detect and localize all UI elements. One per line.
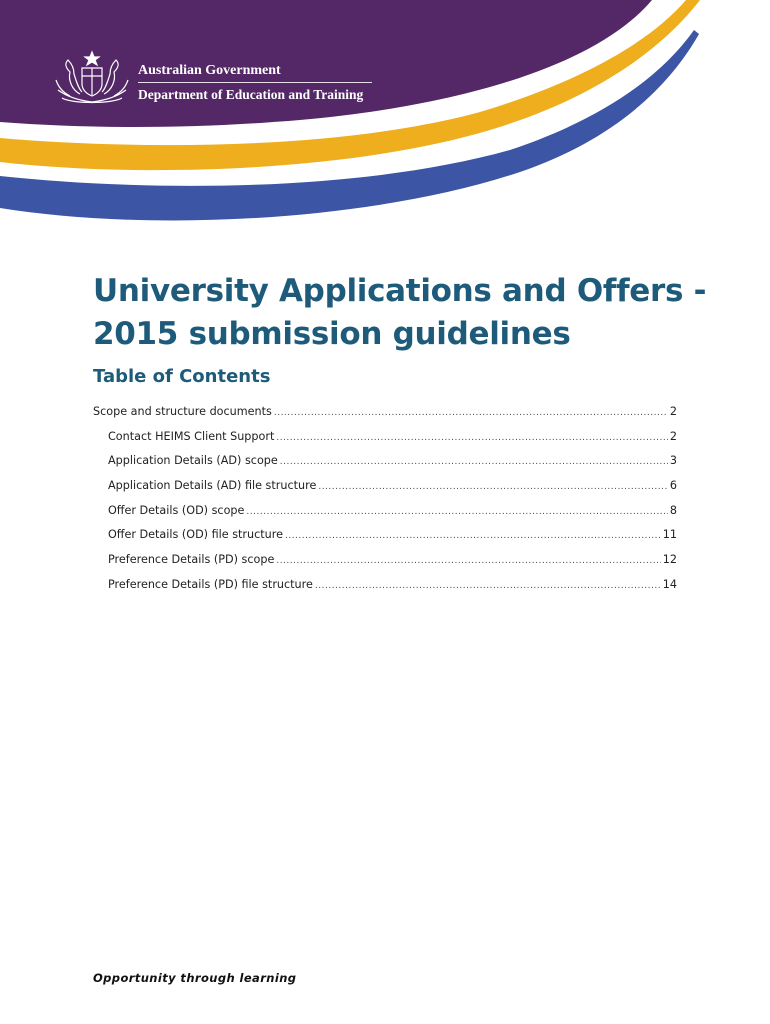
department-name: Department of Education and Training [138, 87, 364, 102]
toc-entry-text: Application Details (AD) file structure [108, 479, 317, 493]
toc-entry[interactable] [93, 526, 677, 551]
toc-entry-page: 3 [669, 454, 677, 468]
toc-leader-dots [276, 429, 668, 447]
toc-leader-dots [280, 453, 668, 471]
toc-entry[interactable] [93, 428, 677, 453]
toc-entry[interactable] [93, 551, 677, 576]
toc-leader-dots [315, 577, 661, 595]
toc-leader-dots [318, 478, 668, 496]
toc-entry-page: 11 [662, 528, 677, 542]
table-of-contents [93, 403, 677, 601]
toc-entry[interactable] [93, 576, 677, 601]
toc-entry-text: Scope and structure documents [93, 405, 272, 418]
toc-entry-text: Offer Details (OD) file structure [108, 528, 283, 542]
toc-entry-text: Contact HEIMS Client Support [108, 429, 275, 443]
coat-of-arms-logo [52, 50, 132, 106]
header-divider [138, 82, 372, 83]
toc-heading: Table of Contents [93, 366, 271, 387]
toc-entry[interactable] [93, 452, 677, 477]
toc-entry[interactable] [93, 477, 677, 502]
toc-entry-text: Offer Details (OD) scope [108, 503, 245, 517]
toc-entry-page: 14 [662, 577, 677, 591]
toc-entry[interactable] [93, 403, 677, 428]
toc-entry-page: 12 [662, 553, 677, 567]
toc-entry-text: Preference Details (PD) scope [108, 553, 275, 567]
toc-entry-text: Preference Details (PD) file structure [108, 577, 313, 591]
toc-entry-page: 8 [669, 503, 677, 517]
government-name: Australian Government [138, 63, 281, 78]
footer-tagline: Opportunity through learning [93, 971, 297, 985]
toc-leader-dots [276, 552, 660, 570]
toc-entry-page: 6 [669, 479, 677, 493]
toc-entry-text: Application Details (AD) scope [108, 454, 278, 468]
toc-leader-dots [246, 503, 667, 521]
toc-entry[interactable] [93, 502, 677, 527]
document-title: University Applications and Offers - 2015 submission guidelines [93, 273, 707, 352]
toc-entry-page: 2 [669, 429, 677, 443]
header-banner [0, 0, 770, 240]
toc-entry-page: 2 [669, 405, 677, 418]
toc-leader-dots [274, 404, 668, 422]
toc-leader-dots [285, 527, 661, 545]
